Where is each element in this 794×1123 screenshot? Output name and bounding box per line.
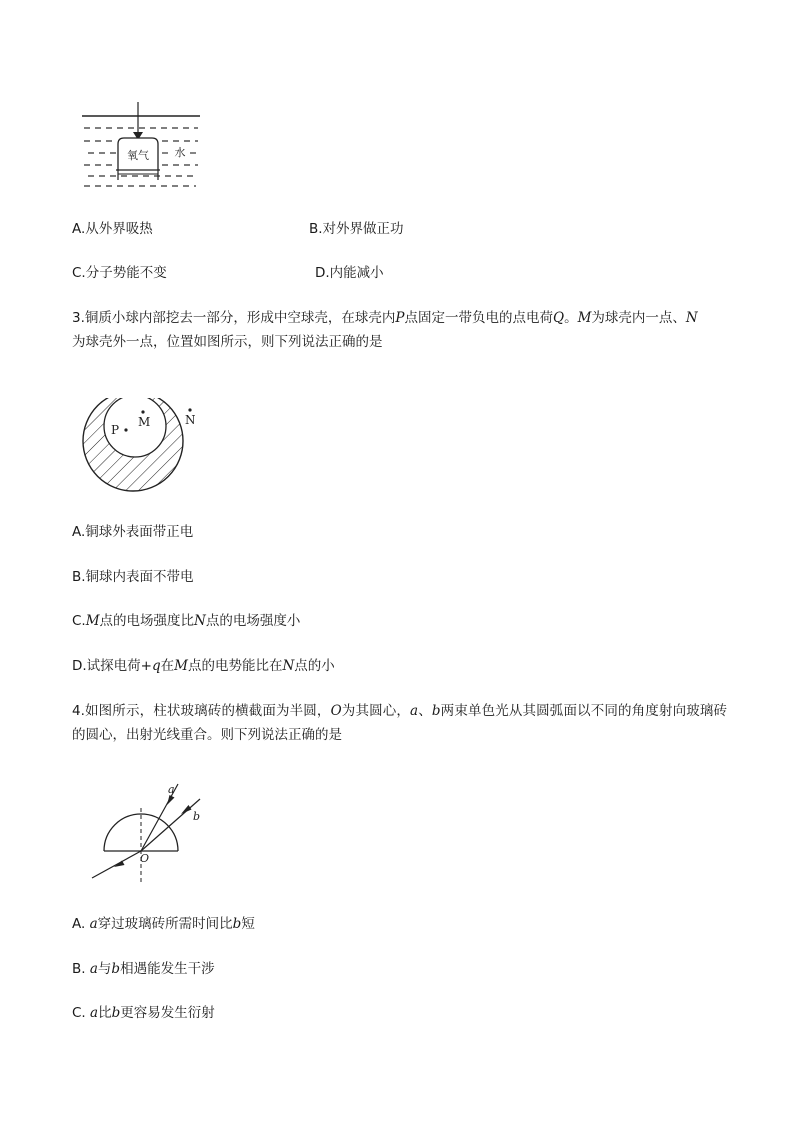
q3-option-a[interactable]: A.铜球外表面带正电 bbox=[72, 524, 194, 540]
oxygen-cylinder-figure bbox=[78, 98, 208, 190]
point-n-label: N bbox=[185, 413, 196, 427]
q3-option-b[interactable]: B.铜球内表面不带电 bbox=[72, 569, 194, 585]
oxygen-label: 氧气 bbox=[127, 149, 149, 162]
ray-b-label: b bbox=[193, 810, 201, 823]
q2-option-d[interactable]: D.内能减小 bbox=[315, 265, 384, 281]
q2-option-b[interactable]: B.对外界做正功 bbox=[309, 221, 404, 237]
q4-option-c[interactable]: C. a比b更容易发生衍射 bbox=[72, 1005, 215, 1021]
q2-option-a[interactable]: A.从外界吸热 bbox=[72, 221, 153, 237]
q3-option-d[interactable]: D.试探电荷+q在M点的电势能比在N点的小 bbox=[72, 658, 335, 674]
ray-a-label: a bbox=[168, 783, 175, 796]
water-label: 水 bbox=[174, 146, 186, 159]
q3-option-c[interactable]: C.M点的电场强度比N点的电场强度小 bbox=[72, 613, 301, 629]
center-o-label: O bbox=[140, 852, 150, 865]
q4-option-b[interactable]: B. a与b相遇能发生干涉 bbox=[72, 961, 215, 977]
glass-brick-figure bbox=[88, 778, 218, 884]
q4-stem: 4.如图所示，柱状玻璃砖的横截面为半圆，O为其圆心，a、b两束单色光从其圆弧面以不同的角度射向玻璃砖的圆心，出射光线重合。则下列说法正确的是 bbox=[72, 703, 728, 743]
point-m-label: M bbox=[138, 415, 151, 429]
q3-stem: 3.铜质小球内部挖去一部分，形成中空球壳，在球壳内P点固定一带负电的点电荷Q。M为球壳内一点、N 为球壳外一点，位置如图所示，则下列说法正确的是 bbox=[72, 310, 698, 350]
point-p-label: P bbox=[111, 423, 120, 437]
q4-option-a[interactable]: A. a穿过玻璃砖所需时间比b短 bbox=[72, 916, 255, 932]
q2-option-c[interactable]: C.分子势能不变 bbox=[72, 265, 167, 281]
copper-shell-figure bbox=[78, 398, 208, 498]
